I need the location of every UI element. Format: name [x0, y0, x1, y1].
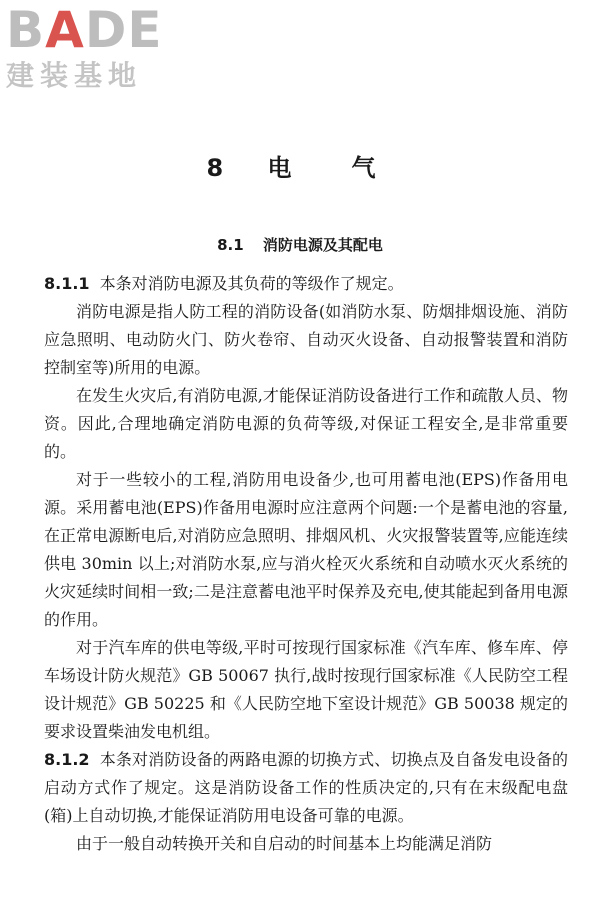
- paragraph-text: 本条对消防电源及其负荷的等级作了规定。: [99, 274, 404, 293]
- paragraph-clause-8-1-2: [44, 746, 568, 830]
- paragraph: [44, 298, 568, 382]
- paragraph-text: 由于一般自动转换开关和自启动的时间基本上均能满足消防: [76, 834, 493, 853]
- clause-number: 8.1.1: [44, 274, 90, 293]
- paragraph-text: 本条对消防设备的两路电源的切换方式、切换点及自备发电设备的启动方式作了规定。这是消防设备工作的性质决定的,只有在末级配电盘(箱)上自动切换,才能保证消防用电设备可靠的电源。: [44, 750, 568, 825]
- paragraph: [44, 382, 568, 466]
- paragraph-text: 对于汽车库的供电等级,平时可按现行国家标准《汽车库、修车库、停车场设计防火规范》GB 50067 执行,战时按现行国家标准《人民防空工程设计规范》GB 50225 和《人民防空地下室设计规范》GB 50038 规定的要求设置柴油发电机组。: [44, 638, 568, 741]
- chapter-title: 8 电 气: [206, 154, 394, 182]
- paragraph-text: 消防电源是指人防工程的消防设备(如消防水泵、防烟排烟设施、消防应急照明、电动防火门、防火卷帘、自动灭火设备、自动报警装置和消防控制室等)所用的电源。: [44, 302, 568, 377]
- watermark-subtitle: 建装基地: [6, 59, 143, 92]
- paragraph: [44, 830, 568, 858]
- clause-number: 8.1.2: [44, 750, 90, 769]
- section-title: 消防电源及其配电: [262, 236, 383, 254]
- section-number: 8.1: [217, 236, 244, 254]
- watermark-brand: BADE: [6, 1, 163, 59]
- document-body: [44, 270, 568, 858]
- paragraph-text: 对于一些较小的工程,消防用电设备少,也可用蓄电池(EPS)作备用电源。采用蓄电池(EPS)作备用电源时应注意两个问题:一个是蓄电池的容量,在正常电源断电后,对消防应急照明、排烟风机、火灾报警装置等,应能连续供电 30min 以上;对消防水泵,应与消火栓灭火系统和自动喷水灭火系统的火灾延续时间相一致;二是注意蓄电池平时保养及充电,使其能起到备用电源的作用。: [44, 470, 568, 629]
- paragraph: [44, 466, 568, 634]
- paragraph-text: 在发生火灾后,有消防电源,才能保证消防设备进行工作和疏散人员、物资。因此,合理地确定消防电源的负荷等级,对保证工程安全,是非常重要的。: [44, 386, 568, 461]
- paragraph: [44, 634, 568, 746]
- paragraph-clause-8-1-1: [44, 270, 568, 298]
- watermark-logo: [6, 1, 186, 100]
- section-heading: [0, 234, 600, 255]
